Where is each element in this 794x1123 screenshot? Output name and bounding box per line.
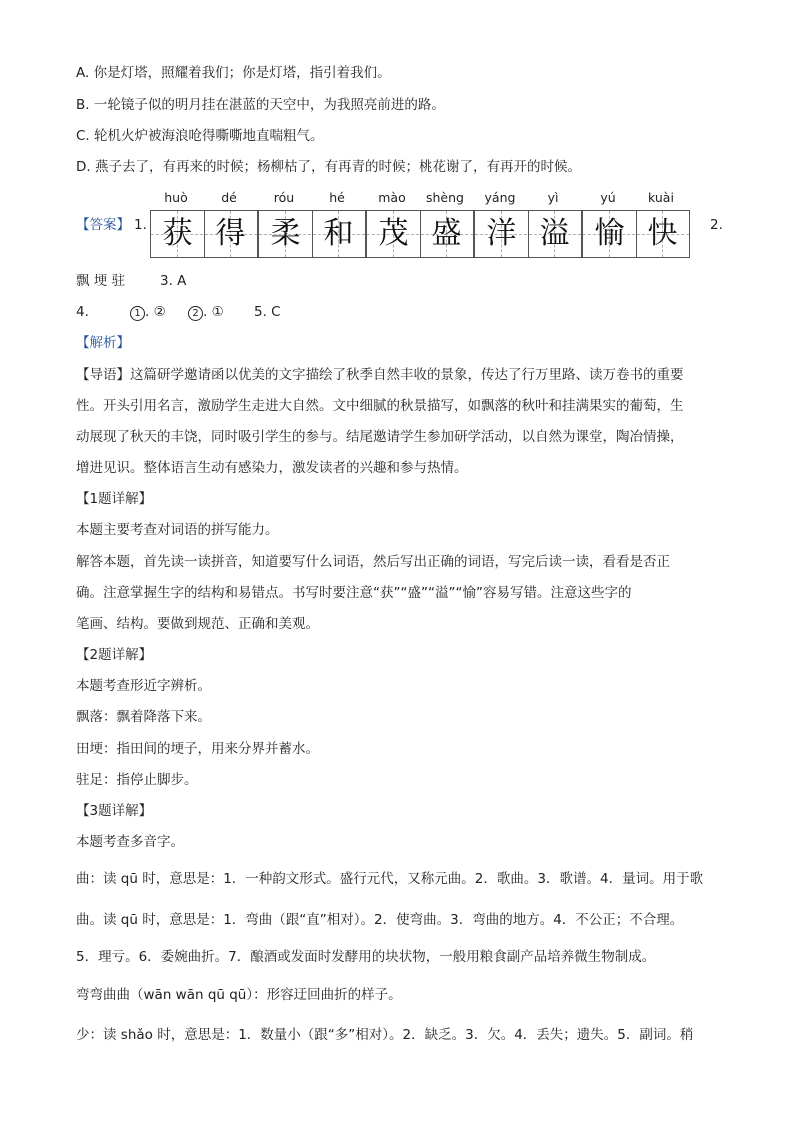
answer-char-5: 茂 xyxy=(378,216,409,251)
option-b: B. 一轮镜子似的明月挂在湛蓝的天空中，为我照亮前进的路。 xyxy=(76,97,445,113)
q2-detail-line-2: 飘落：飘着降落下来。 xyxy=(76,709,211,725)
answer-q5: 5. C xyxy=(254,304,281,320)
option-c: C. 轮机火炉被海浪呛得嘶嘶地直喘粗气。 xyxy=(76,128,324,144)
q3-detail-line-2: 曲：读 qū 时，意思是：1．一种韵文形式。盛行元代，又称元曲。2．歌曲。3．歌谱。4．量词。用于歌 xyxy=(76,871,704,887)
q2-detail-line-1: 本题考查形近字辨析。 xyxy=(76,678,211,694)
q3-detail-line-3: 曲。读 qū 时，意思是：1．弯曲（跟“直”相对）。2．使弯曲。3．弯曲的地方。4．不公正；不合理。 xyxy=(76,912,684,928)
part-2-marker: 2 xyxy=(188,306,203,321)
answer-char-10: 快 xyxy=(647,216,678,251)
guide-line-3: 动展现了秋天的丰饶，同时吸引学生的参与。结尾邀请学生参加研学活动，以自然为课堂，陶冶情操， xyxy=(76,429,684,445)
answer-char-9: 愉 xyxy=(594,216,625,251)
pinyin-9: yú xyxy=(600,190,616,205)
guide-line-4: 增进见识。整体语言生动有感染力，激发读者的兴趣和参与热情。 xyxy=(76,460,468,476)
pinyin-2: dé xyxy=(221,190,237,205)
q1-detail-title: 【1题详解】 xyxy=(76,491,153,507)
q3-detail-line-4: 5．理亏。6．委婉曲折。7．酿酒或发面时发酵用的块状物，一般用粮食副产品培养微生物制成。 xyxy=(76,949,656,965)
guide-line-1: 【导语】这篇研学邀请函以优美的文字描绘了秋季自然丰收的景象，传达了行万里路、读万卷书的重要 xyxy=(76,367,684,383)
pinyin-7: yáng xyxy=(484,190,516,205)
answer-char-1: 获 xyxy=(162,216,193,251)
char-box-2 xyxy=(258,210,366,258)
option-d: D. 燕子去了，有再来的时候；杨柳枯了，有再青的时候；桃花谢了，有再开的时候。 xyxy=(76,159,581,175)
q1-detail-line-2: 解答本题，首先读一读拼音，知道要写什么词语，然后写出正确的词语，写完后读一读，看看是否正 xyxy=(76,554,670,570)
q3-detail-line-5: 弯弯曲曲（wān wān qū qū）：形容迂回曲折的样子。 xyxy=(76,987,402,1003)
option-a: A. 你是灯塔，照耀着我们；你是灯塔，指引着我们。 xyxy=(76,65,391,81)
answer-q3: 3. A xyxy=(160,273,187,289)
char-box-1 xyxy=(150,210,258,258)
answer-label: 【答案】 xyxy=(76,217,130,233)
pinyin-1: huò xyxy=(164,190,188,205)
answer-q2-number: 2. xyxy=(710,217,723,233)
answer-q2: 飘 埂 驻 xyxy=(76,273,126,289)
analysis-label: 【解析】 xyxy=(76,335,130,351)
part-1-answer: . ② xyxy=(145,304,166,320)
guide-line-2: 性。开头引用名言，激励学生走进大自然。文中细腻的秋景描写，如飘落的秋叶和挂满果实的葡萄，生 xyxy=(76,398,684,414)
pinyin-4: hé xyxy=(329,190,345,205)
answer-char-2: 得 xyxy=(215,216,246,251)
answer-q1-number: 1. xyxy=(134,217,147,233)
pinyin-10: kuài xyxy=(648,190,674,205)
answer-char-7: 洋 xyxy=(486,216,517,251)
answer-char-4: 和 xyxy=(323,216,354,251)
pinyin-8: yì xyxy=(547,190,559,205)
q2-detail-line-4: 驻足：指停止脚步。 xyxy=(76,772,198,788)
q3-detail-title: 【3题详解】 xyxy=(76,803,153,819)
answer-char-3: 柔 xyxy=(270,216,301,251)
pinyin-3: róu xyxy=(273,190,295,205)
pinyin-6: shèng xyxy=(426,190,464,205)
q1-detail-line-1: 本题主要考查对词语的拼写能力。 xyxy=(76,522,279,538)
q2-detail-line-3: 田埂：指田间的埂子，用来分界并蓄水。 xyxy=(76,741,319,757)
answer-q4-part2 xyxy=(188,303,224,321)
q1-detail-line-3: 确。注意掌握生字的结构和易错点。书写时要注意“获”“盛”“溢”“愉”容易写错。注意这些字的 xyxy=(76,585,632,601)
answer-char-6: 盛 xyxy=(431,216,462,251)
part-1-marker: 1 xyxy=(130,306,145,321)
answer-char-8: 溢 xyxy=(539,216,570,251)
answer-q4-number: 4. xyxy=(76,304,89,320)
q2-detail-title: 【2题详解】 xyxy=(76,647,153,663)
char-box-3 xyxy=(366,210,474,258)
q3-detail-line-1: 本题考查多音字。 xyxy=(76,834,184,850)
char-box-4 xyxy=(474,210,582,258)
char-box-5 xyxy=(582,210,690,258)
q1-detail-line-4: 笔画、结构。要做到规范、正确和美观。 xyxy=(76,616,319,632)
q3-detail-line-6: 少：读 shǎo 时，意思是：1．数量小（跟“多”相对）。2．缺乏。3．欠。4．丢失；遗失。5．副词。稍 xyxy=(76,1027,694,1043)
part-2-answer: . ① xyxy=(203,304,224,320)
answer-q4-part1 xyxy=(130,303,166,321)
pinyin-5: mào xyxy=(378,190,406,205)
